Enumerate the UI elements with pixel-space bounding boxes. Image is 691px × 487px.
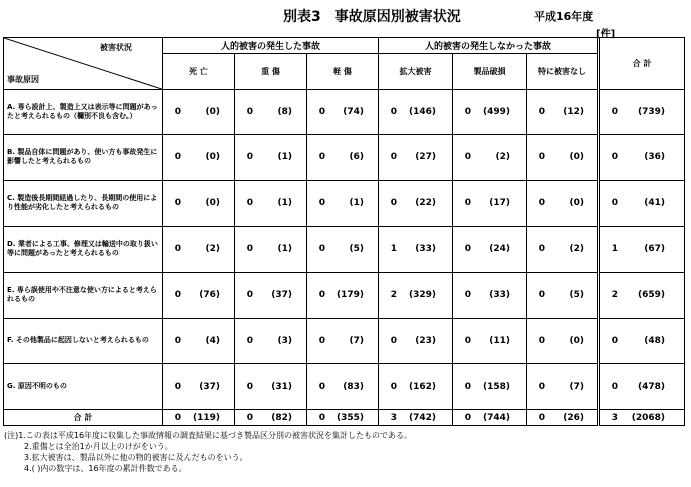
title-bar — [0, 6, 691, 24]
cause-label: B. 製品自体に問題があり、使い方も事故発生に影響したと考えられるもの — [4, 134, 163, 180]
count-cell: 0 (0) — [163, 90, 235, 135]
cause-label: A. 専ら設計上、製造上又は表示等に問題があったと考えられるもの（欄別不良も含む。） — [4, 90, 163, 135]
cause-row — [4, 134, 685, 180]
count-cell: 0 (158) — [453, 364, 527, 410]
row-total-cell: 0 (41) — [599, 180, 685, 226]
col-minor-injury: 軽 傷 — [307, 53, 379, 90]
note-3: 3.拡大被害は、製品以外に他の物的被害に及んだものをいう。 — [24, 453, 248, 462]
cause-label: G. 原因不明のもの — [4, 364, 163, 410]
count-cell: 0 (4) — [163, 318, 235, 364]
page-title: 別表3 事故原因別被害状況 — [283, 9, 461, 25]
count-cell: 0 (146) — [379, 90, 453, 135]
count-cell: 0 (0) — [527, 318, 599, 364]
row-total-cell: 0 (478) — [599, 364, 685, 410]
count-cell: 0 (2) — [453, 134, 527, 180]
count-cell: 0 (1) — [307, 180, 379, 226]
cause-row — [4, 226, 685, 272]
cause-row — [4, 272, 685, 318]
total-row-label: 合 計 — [4, 410, 163, 426]
count-cell: 0 (1) — [235, 226, 307, 272]
count-cell: 0 (2) — [163, 226, 235, 272]
count-cell: 0 (2) — [527, 226, 599, 272]
row-total-cell: 1 (67) — [599, 226, 685, 272]
count-cell: 0 (12) — [527, 90, 599, 135]
count-cell: 0 (11) — [453, 318, 527, 364]
corner-top-label: 被害状況 — [100, 43, 132, 52]
group-human-damage: 人的被害の発生した事故 — [163, 38, 379, 54]
cause-row — [4, 180, 685, 226]
col-product-damage: 製品破損 — [453, 53, 527, 90]
count-cell: 0 (5) — [307, 226, 379, 272]
count-cell: 0 (7) — [307, 318, 379, 364]
count-cell: 0 (162) — [379, 364, 453, 410]
count-cell: 0 (33) — [453, 272, 527, 318]
group-no-human-damage: 人的被害の発生しなかった事故 — [379, 38, 599, 54]
count-cell: 0 (76) — [163, 272, 235, 318]
cause-label: D. 業者による工事、修理又は輸送中の取り扱い等に問題があったと考えられるもの — [4, 226, 163, 272]
col-no-damage: 特に被害なし — [527, 53, 599, 90]
count-cell: 0 (5) — [527, 272, 599, 318]
note-4: 4.( )内の数字は、16年度の累計件数である。 — [24, 464, 187, 473]
count-cell: 0 (17) — [453, 180, 527, 226]
total-cell-product: 0 (744) — [453, 410, 527, 426]
count-cell: 0 (0) — [163, 134, 235, 180]
count-cell: 1 (33) — [379, 226, 453, 272]
cause-row — [4, 318, 685, 364]
row-total-cell: 0 (36) — [599, 134, 685, 180]
col-extended-damage: 拡大被害 — [379, 53, 453, 90]
count-cell: 0 (3) — [235, 318, 307, 364]
count-cell: 0 (37) — [163, 364, 235, 410]
count-cell: 0 (7) — [527, 364, 599, 410]
count-cell: 0 (83) — [307, 364, 379, 410]
count-cell: 0 (0) — [527, 180, 599, 226]
total-header: 合 計 — [599, 38, 685, 90]
footnotes — [4, 430, 412, 474]
col-death: 死 亡 — [163, 53, 235, 90]
cause-row — [4, 364, 685, 410]
count-cell: 0 (6) — [307, 134, 379, 180]
total-cell-minor: 0 (355) — [307, 410, 379, 426]
row-total-cell: 2 (659) — [599, 272, 685, 318]
count-cell: 0 (37) — [235, 272, 307, 318]
count-cell: 0 (22) — [379, 180, 453, 226]
total-cell-none: 0 (26) — [527, 410, 599, 426]
count-cell: 0 (23) — [379, 318, 453, 364]
note-1: (注)1.この表は平成16年度に収集した事故情報の調査結果に基づき製品区分別の被害状況を集計したものである。 — [4, 431, 413, 440]
count-cell: 0 (179) — [307, 272, 379, 318]
count-cell: 0 (31) — [235, 364, 307, 410]
count-cell: 0 (8) — [235, 90, 307, 135]
cause-row — [4, 90, 685, 135]
cause-label: E. 専ら誤使用や不注意な使い方によると考えられるもの — [4, 272, 163, 318]
count-cell: 0 (0) — [163, 180, 235, 226]
count-cell: 0 (74) — [307, 90, 379, 135]
grand-total-cell: 3 (2068) — [599, 410, 685, 426]
total-cell-serious: 0 (82) — [235, 410, 307, 426]
total-cell-death: 0 (119) — [163, 410, 235, 426]
cause-label: F. その他製品に起因しないと考えられるもの — [4, 318, 163, 364]
unit-label: [件] — [596, 29, 616, 40]
corner-bottom-label: 事故原因 — [7, 75, 39, 85]
fiscal-year: 平成16年度 — [534, 10, 594, 23]
col-serious-injury: 重 傷 — [235, 53, 307, 90]
cause-label: C. 製造後長期間経過したり、長期間の使用により性能が劣化したと考えられるもの — [4, 180, 163, 226]
total-cell-extended: 3 (742) — [379, 410, 453, 426]
count-cell: 0 (1) — [235, 134, 307, 180]
damage-table — [3, 37, 685, 426]
row-total-cell: 0 (739) — [599, 90, 685, 135]
count-cell: 2 (329) — [379, 272, 453, 318]
count-cell: 0 (0) — [527, 134, 599, 180]
count-cell: 0 (27) — [379, 134, 453, 180]
count-cell: 0 (499) — [453, 90, 527, 135]
count-cell: 0 (1) — [235, 180, 307, 226]
total-row — [4, 410, 685, 426]
corner-header — [4, 38, 163, 90]
row-total-cell: 0 (48) — [599, 318, 685, 364]
count-cell: 0 (24) — [453, 226, 527, 272]
note-2: 2.重傷とは全治1か月以上のけがをいう。 — [24, 442, 173, 451]
